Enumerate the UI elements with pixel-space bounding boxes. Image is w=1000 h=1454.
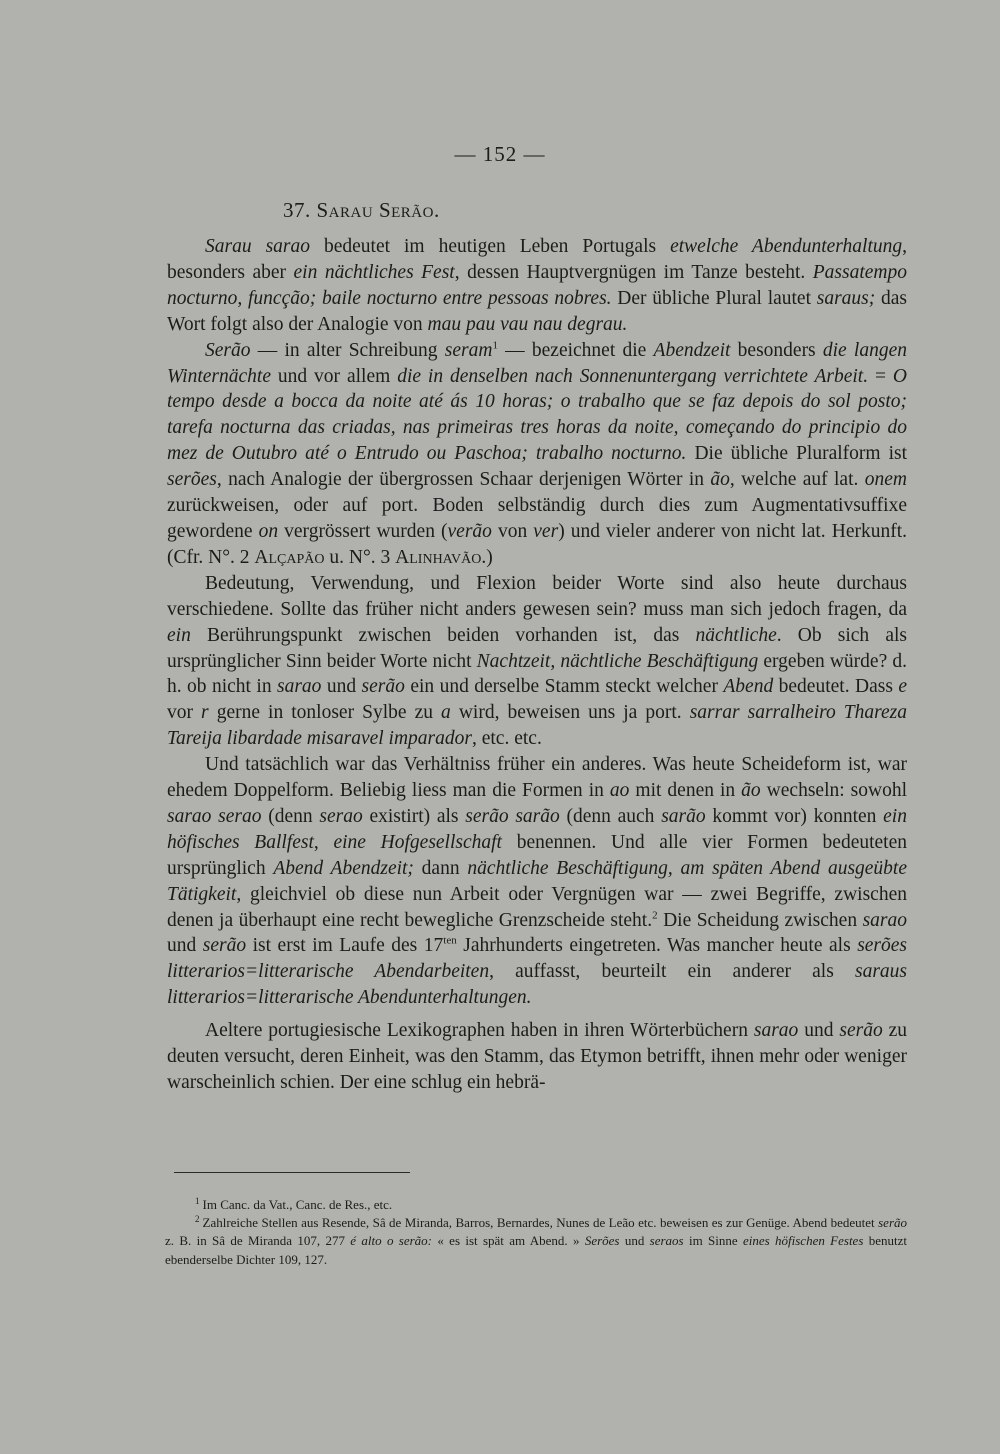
- text-run: , auffasst, beurteilt ein anderer als: [489, 961, 855, 983]
- text-run: z. B. in Sâ de Miranda 107, 277: [165, 1233, 351, 1249]
- text-run: (denn auch: [559, 805, 662, 827]
- text-run: sarao: [862, 909, 907, 931]
- text-run: onem: [864, 469, 907, 491]
- text-run: im Sinne: [683, 1233, 743, 1249]
- text-run: serão: [878, 1215, 907, 1231]
- text-run: und vor allem: [270, 365, 398, 387]
- paragraph-1: [167, 234, 907, 338]
- text-run: und: [798, 1020, 840, 1042]
- text-run: die in denselben nach Sonnenuntergang verrichtete Arbeit.: [397, 365, 869, 387]
- text-run: eine Hofgesellschaft: [333, 831, 502, 853]
- text-run: Abend Abendzeit;: [273, 857, 414, 879]
- text-run: , dessen Hauptvergnügen im Tanze besteht.: [454, 261, 813, 283]
- text-run: Abend: [723, 676, 774, 698]
- text-run: Sarau sarao: [205, 236, 310, 257]
- text-run: Jahrhunderts eingetreten. Was mancher heute als: [456, 935, 858, 957]
- text-run: benennen. Und alle vier Formen bedeuteten ursprünglich: [167, 831, 908, 879]
- text-run: mau pau vau nau degrau.: [427, 313, 628, 335]
- text-run: wechseln: sowohl: [760, 780, 908, 802]
- text-run: Serão: [205, 339, 251, 361]
- text-run: (denn: [261, 805, 320, 827]
- text-run: benutzt ebenderselbe Dichter 109, 127.: [165, 1233, 907, 1267]
- text-run: Abendzeit: [653, 339, 731, 361]
- text-run: und: [321, 676, 362, 698]
- text-run: ,: [313, 831, 334, 853]
- text-run: Alçapão: [254, 546, 325, 568]
- text-run: Zahlreiche Stellen aus Resende, Sâ de Miranda, Barros, Bernardes, Nunes de Leão etc. beweisen es zur Genüge. Abend bedeutet: [202, 1215, 879, 1231]
- text-run: Die übliche Pluralform ist: [686, 443, 907, 465]
- text-run: von: [491, 520, 534, 542]
- text-run: ver: [533, 520, 559, 542]
- text-run: Bedeutung, Verwendung, und Flexion beider Worte sind also heute durchaus verschiedene. Sollte das früher nicht anders gewesen sein? muss man sich jedoch fragen, da: [167, 572, 907, 620]
- text-run: ão: [741, 780, 761, 802]
- footnote-ref: 1: [492, 339, 498, 352]
- text-run: saraus litterarios=litterarische Abendunterhaltungen.: [167, 961, 908, 1009]
- text-run: ao: [609, 780, 630, 802]
- text-run: und: [167, 935, 203, 957]
- text-run: sarão: [661, 805, 706, 827]
- text-run: eines höfischen Festes: [742, 1233, 864, 1249]
- text-run: serão sarão: [465, 805, 560, 827]
- text-run: Die Scheidung zwischen: [657, 909, 863, 931]
- text-run: , gleichviel ob diese nun Arbeit oder Vergnügen war — zwei Begriffe, zwischen denen ja überhaupt eine recht bewegliche Grenzscheide steht.: [167, 883, 907, 931]
- text-run: sarrar sarralheiro Thareza Tareija libardade misaravel imparador: [167, 702, 907, 750]
- paragraph-5: [167, 1018, 907, 1096]
- text-run: das Wort folgt also der Analogie von: [167, 287, 907, 335]
- text-run: e: [898, 676, 908, 698]
- text-run: ein und derselbe Stamm steckt welcher: [404, 676, 724, 698]
- text-run: Der übliche Plural lautet: [611, 287, 817, 309]
- text-run: existirt) als: [362, 805, 466, 827]
- text-run: saraus;: [816, 287, 876, 309]
- text-run: sarao: [277, 676, 322, 698]
- body-text: [167, 234, 907, 1103]
- text-run: verão: [447, 520, 492, 542]
- text-run: ) und vieler anderer von nicht lat. Herkunft. (Cfr. N°. 2: [167, 520, 907, 568]
- text-run: a: [441, 702, 451, 724]
- text-run: sarao serao: [167, 805, 262, 827]
- text-run: on: [258, 520, 279, 542]
- text-run: O tempo desde a bocca da noite até ás 10 horas; o trabalho que se faz depois do sol posto; tarefa nocturna das criadas, nas primeiras tres horas da noite, começando do principio do mez de Outubro até o Entrudo ou Paschoa; trabalho nocturno.: [167, 365, 907, 465]
- text-run: gerne in tonloser Sylbe zu: [208, 702, 442, 724]
- text-run: ein höfisches Ballfest: [167, 805, 907, 853]
- text-run: é alto o serão:: [350, 1233, 433, 1249]
- text-run: sarao: [753, 1020, 799, 1042]
- text-run: serao: [319, 805, 363, 827]
- text-run: zu deuten versucht, deren Einheit, was den Stamm, das Etymon betrifft, ihnen mehr oder weniger warscheinlich schien. Der eine schlug ein hebrä-: [167, 1020, 908, 1093]
- text-run: serão: [202, 935, 247, 957]
- text-run: bedeutet. Dass: [773, 676, 899, 698]
- text-run: bedeutet im heutigen Leben Portugals: [310, 236, 671, 257]
- text-run: , nach Analogie der übergrossen Schaar derjenigen Wörter in: [216, 469, 711, 491]
- text-run: . Ob sich als ursprünglicher Sinn beider Worte nicht: [167, 624, 907, 672]
- text-run: — in alter Schreibung: [250, 339, 445, 361]
- text-run: .): [481, 546, 493, 568]
- text-run: ein: [167, 624, 191, 646]
- text-run: , etc. etc.: [471, 728, 542, 750]
- text-run: Alinhavão: [395, 546, 482, 568]
- text-run: besonders: [730, 339, 823, 361]
- paragraph-4: [167, 752, 907, 1011]
- text-run: serão: [839, 1020, 883, 1042]
- text-run: dann: [413, 857, 468, 879]
- footnote-1: [165, 1196, 907, 1214]
- text-run: Berührungspunkt zwischen beiden vorhanden ist, das: [190, 624, 696, 646]
- text-run: kommt vor) konnten: [705, 805, 884, 827]
- text-run: seraos: [649, 1233, 684, 1249]
- text-run: Aeltere portugiesische Lexikographen haben in ihren Wörterbüchern: [205, 1020, 754, 1042]
- footnote-text: Im Canc. da Vat., Canc. de Res., etc.: [202, 1197, 393, 1212]
- section-title-sarau: Sarau: [316, 198, 374, 222]
- text-run: wird, beweisen uns ja port.: [450, 702, 690, 724]
- text-run: , welche auf lat.: [729, 469, 865, 491]
- footnotes: [165, 1196, 907, 1269]
- text-run: Passatempo nocturno, funcção; baile nocturno entre pessoas nobres.: [167, 261, 907, 309]
- text-run: ist erst im Laufe des 17: [246, 935, 444, 957]
- text-run: Und tatsächlich war das Verhältniss früher ein anderes. Was heute Scheideform ist, war ehedem Doppelform. Beliebig liess man die Formen in: [167, 754, 907, 802]
- text-run: mit denen in: [629, 780, 742, 802]
- footnote-ref: 2: [652, 909, 658, 922]
- text-run: serões: [167, 469, 217, 491]
- text-run: nächtliche: [695, 624, 777, 646]
- text-run: vor: [167, 702, 202, 724]
- text-run: Serões: [584, 1233, 620, 1249]
- text-run: die langen Winternächte: [167, 339, 907, 387]
- paragraph-2: [167, 338, 907, 571]
- footnote-divider: [174, 1172, 410, 1173]
- text-run: nächtliche Beschäftigung, am späten Abend ausgeübte Tätigkeit: [167, 857, 908, 905]
- footnote-mark: 2: [195, 1213, 200, 1224]
- section-number: 37.: [283, 198, 311, 222]
- footnote-mark: 1: [195, 1195, 200, 1206]
- text-run: u. N°. 3: [324, 546, 396, 568]
- section-title-serao: Serão.: [378, 198, 440, 222]
- text-run: =: [868, 365, 893, 387]
- text-run: — bezeichnet die: [497, 339, 654, 361]
- text-run: und: [619, 1233, 650, 1249]
- text-run: Nachtzeit, nächtliche Beschäftigung: [476, 650, 759, 672]
- text-run: serões litterarios=litterarische Abendarbeiten: [167, 935, 908, 983]
- section-heading: [283, 198, 440, 223]
- text-run: r: [201, 702, 209, 724]
- text-run: etwelche Abendunterhaltung: [670, 236, 903, 257]
- paragraph-3: [167, 571, 907, 752]
- text-run: , besonders aber: [167, 236, 907, 283]
- text-run: ergeben würde? d. h. ob nicht in: [167, 650, 907, 698]
- page-number: — 152 —: [454, 142, 546, 166]
- ordinal-suffix: ten: [443, 934, 457, 947]
- text-run: ein nächtliches Fest: [293, 261, 455, 283]
- footnote-2: [165, 1214, 907, 1269]
- text-run: vergrössert wurden (: [278, 520, 448, 542]
- text-run: serão: [361, 676, 405, 698]
- text-run: « es ist spät am Abend. »: [432, 1233, 585, 1249]
- text-run: zurückweisen, oder auf port. Boden selbständig durch dies zum Augmentativsuffixe gewordene: [167, 495, 907, 542]
- text-run: seram: [444, 339, 493, 361]
- text-run: ão: [710, 469, 730, 491]
